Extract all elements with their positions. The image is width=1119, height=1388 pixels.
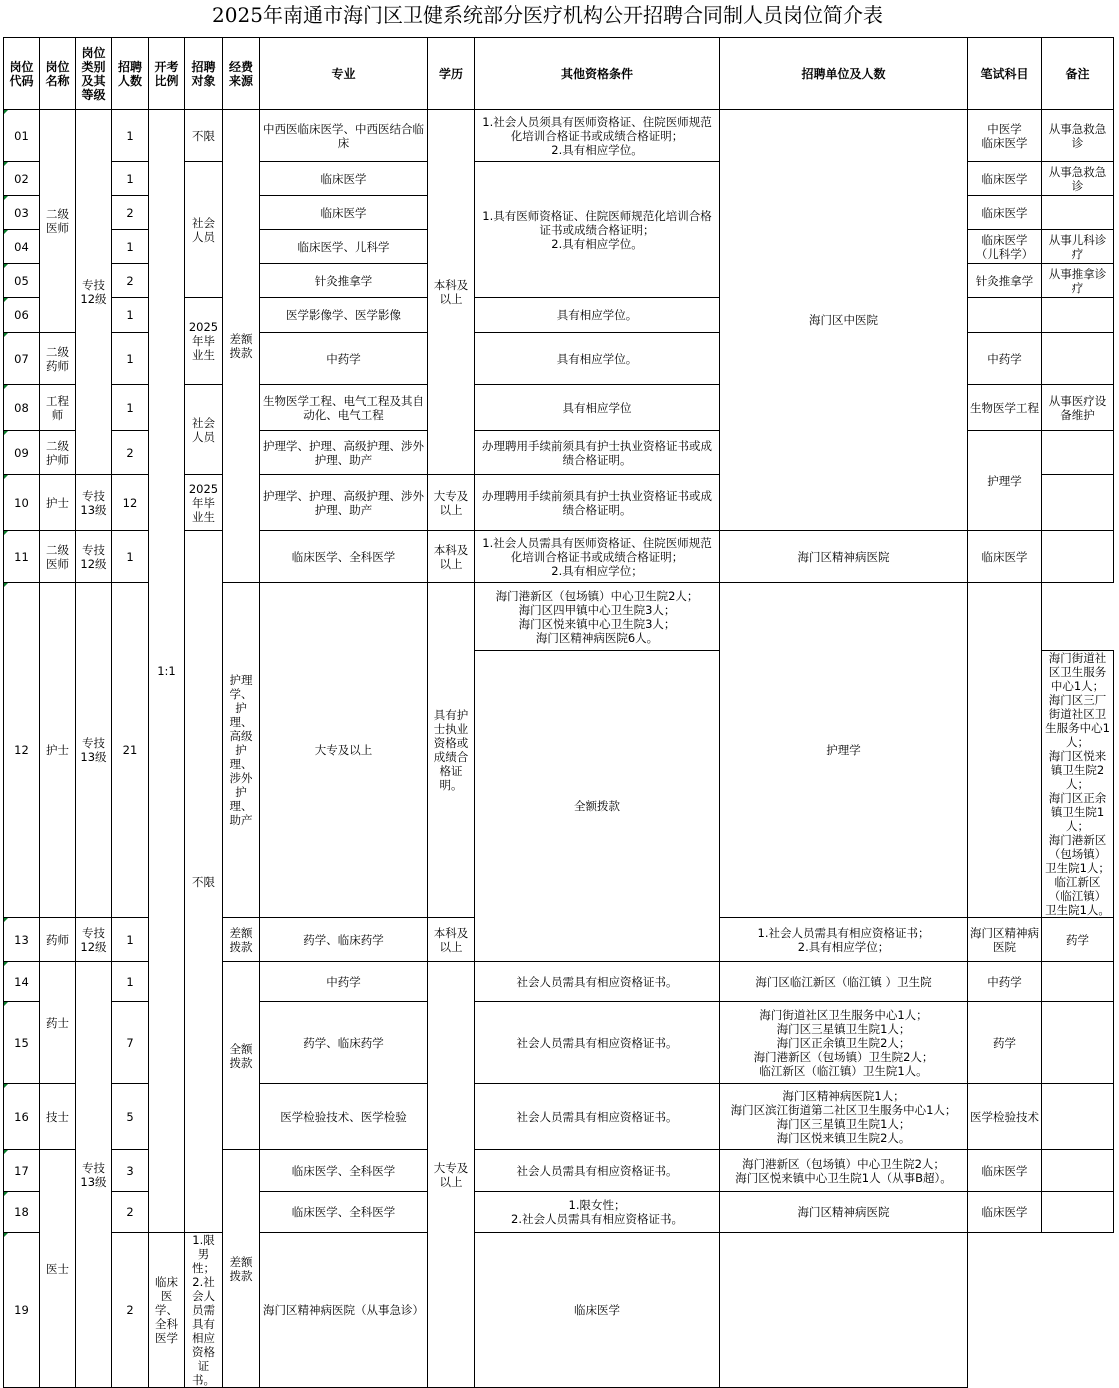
cell-unit: 海门区精神病医院（从事急诊） [260,1233,428,1388]
cell-name: 二级护师 [40,431,76,475]
cell-name: 护士 [40,583,76,918]
cell-exam: 生物医学工程 [968,385,1042,431]
cell-remark [1042,298,1114,333]
cell-funding: 差额拨款 [223,110,260,583]
cell-other: 1.具有医师资格证、住院医师规范化培训合格证书或成绩合格证明； 2.具有相应学位。 [475,162,720,298]
cell-remark [1042,431,1114,475]
cell-count: 21 [112,583,149,918]
cell-unit: 海门区精神病医院1人； 海门区滨江街道第二社区卫生服务中心1人； 海门区三星镇卫生院1人； 海门区悦来镇卫生院2人。 [720,1084,968,1150]
cell-exam: 医学检验技术 [968,1084,1042,1150]
cell-remark [1042,475,1114,531]
cell-other: 具有相应学位 [475,385,720,431]
cell-code: 13 [4,918,40,962]
cell-major: 中药学 [260,333,428,385]
cell-target: 不限 [185,110,223,162]
cell-count: 1 [112,918,149,962]
cell-exam: 中医学 临床医学 [968,110,1042,162]
cell-unit: 海门区精神病医院 [720,531,968,583]
cell-code: 15 [4,1002,40,1084]
cell-major: 临床医学、全科医学 [260,531,428,583]
cell-remark [720,1233,968,1388]
cell-remark: 从事推拿诊疗 [1042,264,1114,298]
cell-exam: 临床医学 [968,531,1042,583]
cell-major: 医学影像学、医学影像 [260,298,428,333]
cell-unit: 海门港新区（包场镇）中心卫生院2人； 海门区悦来镇中心卫生院1人（从事B超）。 [720,1150,968,1192]
cell-count: 7 [112,1002,149,1084]
cell-target: 2025年毕业生 [185,475,223,531]
cell-other: 社会人员需具有相应资格证书。 [475,1084,720,1150]
cell-remark [1042,962,1114,1002]
cell-count: 2 [112,264,149,298]
cell-exam: 针灸推拿学 [968,264,1042,298]
cell-education: 本科及以上 [428,531,475,583]
cell-other: 1.社会人员需具有医师资格证、住院医师规范化培训合格证书或成绩合格证明； 2.具有相应学位； [475,531,720,583]
cell-category: 专技13级 [76,475,112,531]
cell-category: 专技12级 [76,110,112,475]
cell-unit: 海门街道社区卫生服务中心1人； 海门区三厂街道社区卫生服务中心1人； 海门区悦来镇卫生院2人； 海门区正余镇卫生院1人； 海门港新区（包场镇）卫生院1人； 临江新区（临江镇）卫生院1人。 [1042,651,1114,918]
cell-unit: 海门区精神病医院 [720,1192,968,1233]
cell-other: 1.限男性； 2.社会人员需具有相应资格证书。 [185,1233,223,1388]
cell-name: 二级医师 [40,531,76,583]
cell-code: 18 [4,1192,40,1233]
cell-exam [968,298,1042,333]
cell-exam: 临床医学 [968,1192,1042,1233]
cell-code: 09 [4,431,40,475]
header-major: 专业 [260,38,428,110]
cell-code: 03 [4,196,40,230]
cell-funding: 差额拨款 [223,918,260,962]
cell-code: 10 [4,475,40,531]
cell-target: 社会人员 [185,162,223,298]
cell-unit: 海门区精神病医院 [968,918,1042,962]
header-funding: 经费来源 [223,38,260,110]
cell-major: 临床医学、儿科学 [260,230,428,264]
cell-name: 二级药师 [40,333,76,385]
cell-code: 16 [4,1084,40,1150]
cell-exam: 临床医学 （儿科学） [968,230,1042,264]
cell-name: 药师 [40,918,76,962]
cell-remark: 从事医疗设备维护 [1042,385,1114,431]
cell-other: 1.限女性； 2.社会人员需具有相应资格证书。 [475,1192,720,1233]
cell-other: 1.社会人员需具有相应资格证书； 2.具有相应学位； [720,918,968,962]
cell-remark [1042,1002,1114,1084]
header-name: 岗位名称 [40,38,76,110]
cell-education: 大专及以上 [428,962,475,1388]
cell-exam: 临床医学 [968,196,1042,230]
cell-name: 技士 [40,1084,76,1150]
cell-code: 06 [4,298,40,333]
cell-code: 05 [4,264,40,298]
cell-other: 具有护士执业资格或成绩合格证明。 [428,583,475,918]
header-count: 招聘人数 [112,38,149,110]
cell-major: 护理学、护理、高级护理、涉外护理、助产 [260,431,428,475]
cell-code: 19 [4,1233,40,1388]
cell-education: 大专及以上 [260,583,428,918]
cell-other: 社会人员需具有相应资格证书。 [475,962,720,1002]
header-category: 岗位类别及其等级 [76,38,112,110]
cell-major: 医学检验技术、医学检验 [260,1084,428,1150]
cell-unit: 海门街道社区卫生服务中心1人； 海门区三星镇卫生院1人； 海门区正余镇卫生院2人； 海门港新区（包场镇）卫生院2人； 临江新区（临江镇）卫生院1人。 [720,1002,968,1084]
positions-table [3,37,1114,1388]
cell-remark [968,583,1042,918]
cell-exam: 药学 [1042,918,1114,962]
cell-name: 医士 [40,1150,76,1388]
cell-exam: 中药学 [968,333,1042,385]
cell-category: 专技12级 [76,918,112,962]
cell-education: 大专及以上 [428,475,475,531]
header-other: 其他资格条件 [475,38,720,110]
cell-major: 护理学、护理、高级护理、涉外护理、助产 [223,583,260,918]
cell-education: 本科及以上 [428,918,475,962]
header-target: 招聘对象 [185,38,223,110]
cell-exam: 护理学 [968,431,1042,531]
cell-major: 中药学 [260,962,428,1002]
cell-count: 1 [112,230,149,264]
cell-exam: 药学 [968,1002,1042,1084]
cell-remark: 从事儿科诊疗 [1042,230,1114,264]
cell-code: 01 [4,110,40,162]
cell-funding: 全额拨款 [475,651,720,962]
table-row [4,110,1114,162]
cell-exam: 临床医学 [475,1233,720,1388]
cell-count: 1 [112,385,149,431]
cell-remark: 从事急救急诊 [1042,110,1114,162]
cell-remark [1042,531,1114,583]
cell-count: 1 [112,298,149,333]
cell-code: 07 [4,333,40,385]
header-unit: 招聘单位及人数 [720,38,968,110]
cell-count: 2 [112,1233,149,1388]
cell-other: 办理聘用手续前须具有护士执业资格证书或成绩合格证明。 [475,431,720,475]
cell-unit: 海门区临江新区（临江镇 ）卫生院 [720,962,968,1002]
cell-category: 专技13级 [76,962,112,1388]
cell-funding: 全额拨款 [223,962,260,1150]
cell-major: 临床医学、全科医学 [260,1192,428,1233]
header-ratio: 开考比例 [149,38,185,110]
cell-major: 临床医学、全科医学 [149,1233,185,1388]
header-code: 岗位代码 [4,38,40,110]
cell-ratio: 1:1 [149,110,185,1233]
cell-target: 社会人员 [185,385,223,475]
cell-remark [1042,196,1114,230]
cell-name: 二级医师 [40,110,76,333]
cell-unit: 海门区中医院 [720,110,968,531]
cell-exam: 临床医学 [968,1150,1042,1192]
cell-count: 1 [112,962,149,1002]
cell-major: 药学、临床药学 [260,1002,428,1084]
cell-exam: 护理学 [720,583,968,918]
cell-remark [1042,1084,1114,1150]
cell-other: 社会人员需具有相应资格证书。 [475,1002,720,1084]
cell-code: 17 [4,1150,40,1192]
cell-target: 不限 [185,531,223,1233]
table-row [4,1233,1114,1388]
cell-major: 中西医临床医学、中西医结合临床 [260,110,428,162]
cell-remark [1042,1150,1114,1192]
cell-count: 2 [112,431,149,475]
cell-exam: 中药学 [968,962,1042,1002]
cell-category: 专技13级 [76,583,112,918]
header-row [4,38,1114,110]
cell-category: 专技12级 [76,531,112,583]
cell-exam: 临床医学 [968,162,1042,196]
cell-education: 本科及以上 [428,110,475,475]
cell-other: 1.社会人员须具有医师资格证、住院医师规范化培训合格证书或成绩合格证明； 2.具有相应学位。 [475,110,720,162]
cell-name: 药士 [40,962,76,1084]
cell-other: 办理聘用手续前须具有护士执业资格证书或成绩合格证明。 [475,475,720,531]
cell-target: 2025年毕业生 [185,298,223,385]
cell-other: 具有相应学位。 [475,333,720,385]
cell-code: 14 [4,962,40,1002]
header-education: 学历 [428,38,475,110]
cell-count: 1 [112,110,149,162]
cell-count: 1 [112,531,149,583]
cell-funding: 差额拨款 [223,1150,260,1388]
cell-other: 具有相应学位。 [475,298,720,333]
cell-count: 5 [112,1084,149,1150]
cell-unit: 海门港新区（包场镇）中心卫生院2人； 海门区四甲镇中心卫生院3人； 海门区悦来镇中心卫生院3人； 海门区精神病医院6人。 [475,583,720,651]
cell-major: 临床医学 [260,162,428,196]
cell-name: 工程师 [40,385,76,431]
cell-major: 临床医学、全科医学 [260,1150,428,1192]
cell-code: 02 [4,162,40,196]
page-title: 2025年南通市海门区卫健系统部分医疗机构公开招聘合同制人员岗位简介表 [212,3,883,27]
cell-code: 04 [4,230,40,264]
cell-remark [1042,1192,1114,1233]
cell-major: 护理学、护理、高级护理、涉外护理、助产 [260,475,428,531]
cell-code: 08 [4,385,40,431]
cell-major: 生物医学工程、电气工程及其自动化、电气工程 [260,385,428,431]
cell-code: 12 [4,583,40,918]
cell-count: 1 [112,162,149,196]
cell-code: 11 [4,531,40,583]
cell-remark [1042,333,1114,385]
cell-other: 社会人员需具有相应资格证书。 [475,1150,720,1192]
cell-name: 护士 [40,475,76,531]
cell-major: 药学、临床药学 [260,918,428,962]
cell-count: 3 [112,1150,149,1192]
cell-remark: 从事急救急诊 [1042,162,1114,196]
cell-count: 2 [112,1192,149,1233]
cell-count: 2 [112,196,149,230]
cell-major: 临床医学 [260,196,428,230]
cell-major: 针灸推拿学 [260,264,428,298]
cell-count: 12 [112,475,149,531]
header-remark: 备注 [1042,38,1114,110]
cell-count: 1 [112,333,149,385]
header-exam: 笔试科目 [968,38,1042,110]
